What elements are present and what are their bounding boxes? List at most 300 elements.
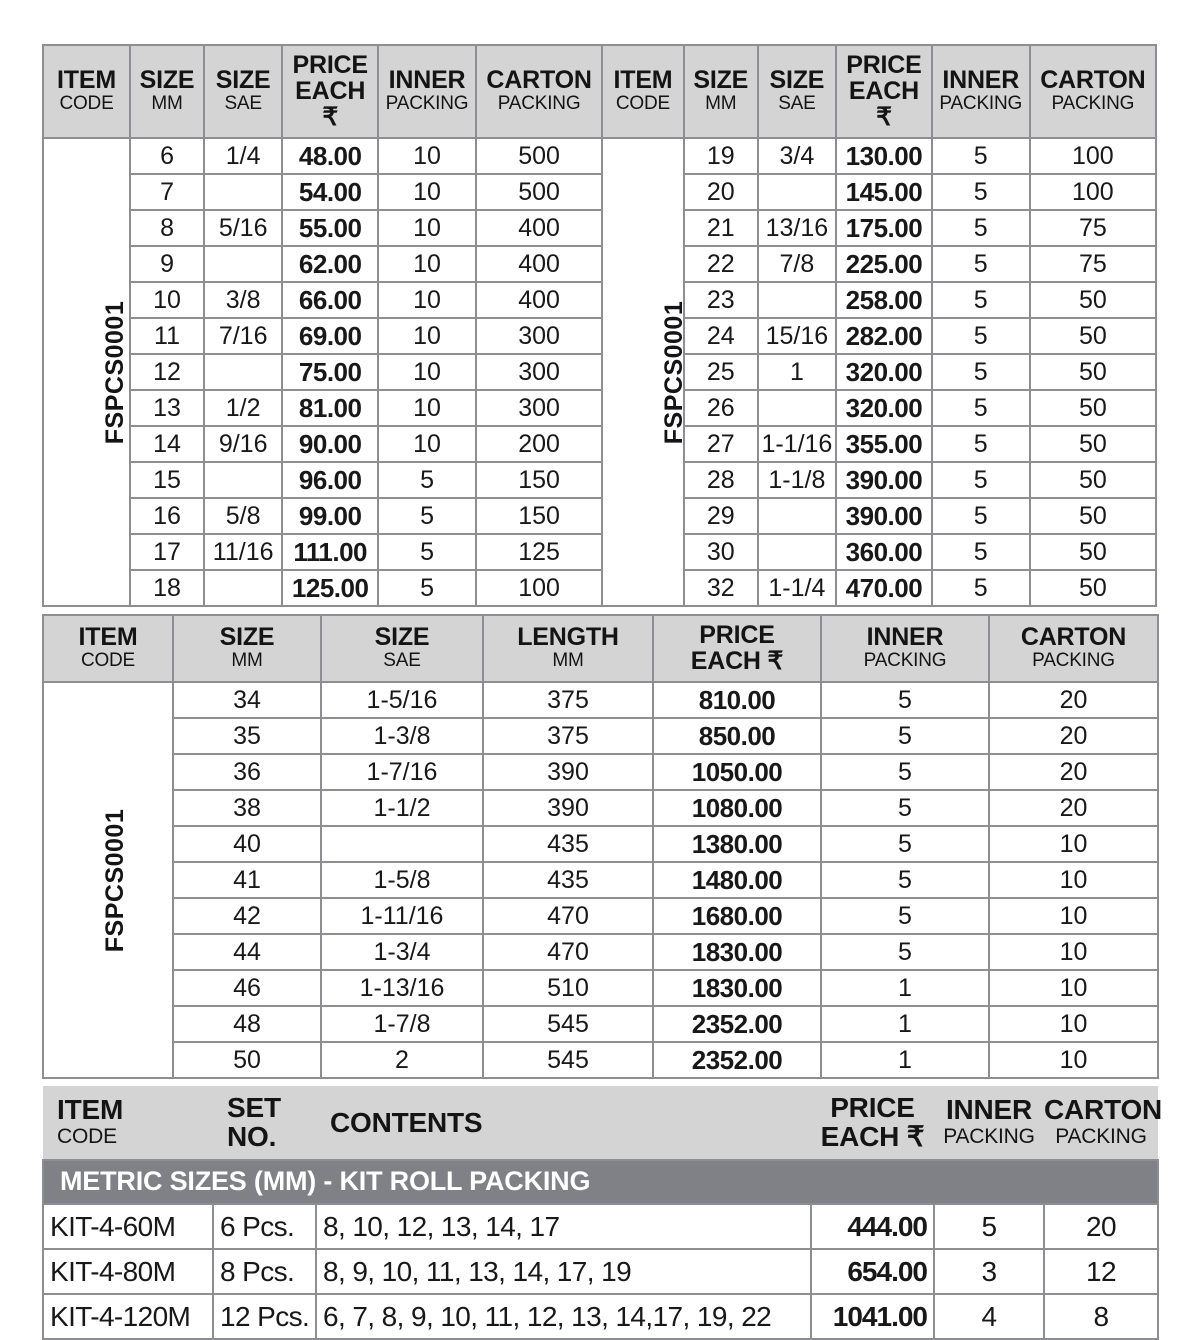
table-row xyxy=(43,246,1156,282)
inner-packing-cell: 5 xyxy=(821,826,989,862)
kit-row xyxy=(43,1204,1158,1249)
size-mm-cell: 10 xyxy=(130,282,204,318)
size-sae-cell: 1-7/16 xyxy=(321,754,483,790)
table-row xyxy=(43,210,1156,246)
header-bottom: SAE xyxy=(224,93,262,115)
kit-set-no-cell: 12 Pcs. xyxy=(213,1294,316,1339)
inner-packing-cell: 5 xyxy=(932,426,1030,462)
header-top: PRICE xyxy=(699,621,775,649)
kit-header-price xyxy=(811,1086,934,1160)
size-sae-cell xyxy=(204,174,282,210)
header-top: LENGTH xyxy=(517,623,619,652)
kit-table xyxy=(42,1086,1163,1340)
inner-packing-cell: 1 xyxy=(821,970,989,1006)
inner-packing-cell: 5 xyxy=(821,790,989,826)
header-top: SET NO. xyxy=(227,1092,281,1153)
size-mm-cell: 9 xyxy=(130,246,204,282)
size-mm-cell: 8 xyxy=(130,210,204,246)
inner-packing-cell: 5 xyxy=(932,498,1030,534)
price-cell: 66.00 xyxy=(282,282,378,318)
size-mm-cell: 16 xyxy=(130,498,204,534)
kit-carton-packing-cell: 12 xyxy=(1044,1249,1158,1294)
inner-packing-cell: 5 xyxy=(821,682,989,718)
header-top: SIZE xyxy=(215,66,271,95)
kit-header-set-no xyxy=(213,1086,316,1160)
header-bottom: PACKING xyxy=(863,650,947,672)
header-bottom: PACKING xyxy=(1051,93,1135,115)
inner-packing-cell: 5 xyxy=(932,318,1030,354)
header-item-code xyxy=(43,615,173,682)
kit-item-code-cell: KIT-4-80M xyxy=(43,1249,213,1294)
size-mm-cell: 11 xyxy=(130,318,204,354)
size-mm-cell: 23 xyxy=(684,282,758,318)
header-bottom: CODE xyxy=(59,93,114,115)
header-top: ITEM xyxy=(57,1094,124,1126)
inner-packing-cell: 10 xyxy=(378,210,476,246)
inner-packing-cell: 10 xyxy=(378,282,476,318)
header-top: INNER xyxy=(945,1094,1033,1126)
size-sae-cell: 1-5/8 xyxy=(321,862,483,898)
kit-item-code-cell: KIT-4-60M xyxy=(43,1204,213,1249)
price-cell: 810.00 xyxy=(653,682,821,718)
size-mm-cell: 7 xyxy=(130,174,204,210)
inner-packing-cell: 5 xyxy=(821,862,989,898)
kit-header-row xyxy=(43,1086,1158,1160)
table-row xyxy=(43,1042,1158,1078)
table-row xyxy=(43,282,1156,318)
size-mm-cell: 19 xyxy=(684,138,758,174)
carton-packing-cell: 20 xyxy=(989,754,1158,790)
size-sae-cell: 1-1/4 xyxy=(758,570,836,606)
header-top: SIZE xyxy=(769,66,825,95)
size-sae-cell: 1 xyxy=(758,354,836,390)
inner-packing-cell: 5 xyxy=(932,282,1030,318)
header-carton-1 xyxy=(476,45,602,138)
kit-carton-packing-cell: 8 xyxy=(1044,1294,1158,1339)
price-cell: 81.00 xyxy=(282,390,378,426)
inner-packing-cell: 10 xyxy=(378,390,476,426)
price-cell: 175.00 xyxy=(836,210,932,246)
header-size-mm-2 xyxy=(684,45,758,138)
price-cell: 1050.00 xyxy=(653,754,821,790)
header-size-mm xyxy=(173,615,321,682)
size-mm-cell: 21 xyxy=(684,210,758,246)
header-bottom: SAE xyxy=(778,93,816,115)
table-row xyxy=(43,390,1156,426)
sizes-table-1 xyxy=(42,44,1157,607)
size-mm-cell: 14 xyxy=(130,426,204,462)
size-sae-cell: 1/4 xyxy=(204,138,282,174)
size-mm-cell: 18 xyxy=(130,570,204,606)
header-bottom: EACH ₹ xyxy=(820,1121,925,1153)
size-sae-cell: 1-3/4 xyxy=(321,934,483,970)
inner-packing-cell: 5 xyxy=(932,534,1030,570)
kit-carton-packing-cell: 20 xyxy=(1044,1204,1158,1249)
carton-packing-cell: 50 xyxy=(1030,534,1156,570)
carton-packing-cell: 10 xyxy=(989,970,1158,1006)
kit-header-contents xyxy=(316,1086,811,1160)
header-bottom: SAE xyxy=(383,650,421,672)
carton-packing-cell: 500 xyxy=(476,138,602,174)
inner-packing-cell: 5 xyxy=(932,354,1030,390)
header-top: PRICE xyxy=(292,51,368,79)
inner-packing-cell: 5 xyxy=(932,246,1030,282)
size-mm-cell: 13 xyxy=(130,390,204,426)
inner-packing-cell: 10 xyxy=(378,138,476,174)
kit-row xyxy=(43,1249,1158,1294)
header-bottom: PACKING xyxy=(1055,1124,1147,1148)
size-mm-cell: 12 xyxy=(130,354,204,390)
size-mm-cell: 36 xyxy=(173,754,321,790)
carton-packing-cell: 20 xyxy=(989,682,1158,718)
header-price-2 xyxy=(836,45,932,138)
carton-packing-cell: 100 xyxy=(476,570,602,606)
kit-item-code-cell: KIT-4-120M xyxy=(43,1294,213,1339)
price-cell: 1480.00 xyxy=(653,862,821,898)
carton-packing-cell: 200 xyxy=(476,426,602,462)
size-sae-cell: 2 xyxy=(321,1042,483,1078)
inner-packing-cell: 5 xyxy=(378,534,476,570)
length-mm-cell: 375 xyxy=(483,718,653,754)
price-cell: 1080.00 xyxy=(653,790,821,826)
carton-packing-cell: 50 xyxy=(1030,570,1156,606)
carton-packing-cell: 75 xyxy=(1030,246,1156,282)
header-top: PRICE xyxy=(830,1092,915,1123)
size-mm-cell: 30 xyxy=(684,534,758,570)
table-row xyxy=(43,754,1158,790)
size-mm-cell: 42 xyxy=(173,898,321,934)
inner-packing-cell: 1 xyxy=(821,1006,989,1042)
header-top: ITEM xyxy=(57,66,116,95)
price-cell: 55.00 xyxy=(282,210,378,246)
inner-packing-cell: 10 xyxy=(378,246,476,282)
item-code-label: FSPCS0001 xyxy=(101,300,130,444)
table-row xyxy=(43,570,1156,606)
table-row xyxy=(43,682,1158,718)
carton-packing-cell: 75 xyxy=(1030,210,1156,246)
size-sae-cell: 7/16 xyxy=(204,318,282,354)
size-sae-cell: 1-1/2 xyxy=(321,790,483,826)
size-sae-cell: 3/4 xyxy=(758,138,836,174)
header-top: INNER xyxy=(866,623,944,652)
carton-packing-cell: 400 xyxy=(476,246,602,282)
carton-packing-cell: 400 xyxy=(476,282,602,318)
kit-contents-cell: 6, 7, 8, 9, 10, 11, 12, 13, 14,17, 19, 22 xyxy=(316,1294,811,1339)
carton-packing-cell: 300 xyxy=(476,354,602,390)
size-mm-cell: 34 xyxy=(173,682,321,718)
inner-packing-cell: 10 xyxy=(378,318,476,354)
kit-price-cell: 654.00 xyxy=(811,1249,934,1294)
header-inner-1 xyxy=(378,45,476,138)
length-mm-cell: 545 xyxy=(483,1042,653,1078)
price-cell: 320.00 xyxy=(836,390,932,426)
size-mm-cell: 44 xyxy=(173,934,321,970)
header-carton-2 xyxy=(1030,45,1156,138)
header-top: INNER xyxy=(942,66,1020,95)
carton-packing-cell: 300 xyxy=(476,390,602,426)
header-top: PRICE xyxy=(846,51,922,79)
carton-packing-cell: 100 xyxy=(1030,138,1156,174)
header-top: SIZE xyxy=(374,623,430,652)
table-row xyxy=(43,354,1156,390)
price-cell: 1680.00 xyxy=(653,898,821,934)
inner-packing-cell: 5 xyxy=(378,498,476,534)
price-cell: 470.00 xyxy=(836,570,932,606)
header-size-sae xyxy=(321,615,483,682)
carton-packing-cell: 10 xyxy=(989,898,1158,934)
size-sae-cell: 1-1/8 xyxy=(758,462,836,498)
carton-packing-cell: 50 xyxy=(1030,498,1156,534)
price-cell: 1380.00 xyxy=(653,826,821,862)
header-bottom: EACH ₹ xyxy=(690,647,784,675)
table-row xyxy=(43,498,1156,534)
inner-packing-cell: 5 xyxy=(821,754,989,790)
size-mm-cell: 15 xyxy=(130,462,204,498)
size-sae-cell: 15/16 xyxy=(758,318,836,354)
header-bottom: PACKING xyxy=(939,93,1023,115)
item-code-cell xyxy=(43,682,173,1078)
size-mm-cell: 6 xyxy=(130,138,204,174)
price-cell: 225.00 xyxy=(836,246,932,282)
price-cell: 355.00 xyxy=(836,426,932,462)
carton-packing-cell: 20 xyxy=(989,718,1158,754)
kit-header-item-code xyxy=(43,1086,213,1160)
header-top: CARTON xyxy=(1044,1094,1163,1126)
size-sae-cell xyxy=(204,462,282,498)
inner-packing-cell: 5 xyxy=(932,138,1030,174)
table-row xyxy=(43,534,1156,570)
carton-packing-cell: 125 xyxy=(476,534,602,570)
price-cell: 360.00 xyxy=(836,534,932,570)
length-mm-cell: 470 xyxy=(483,898,653,934)
header-bottom: PACKING xyxy=(497,93,581,115)
length-mm-cell: 510 xyxy=(483,970,653,1006)
size-sae-cell: 1/2 xyxy=(204,390,282,426)
item-code-cell-right xyxy=(602,138,689,606)
header-price-1 xyxy=(282,45,378,138)
size-sae-cell xyxy=(204,246,282,282)
carton-packing-cell: 50 xyxy=(1030,390,1156,426)
inner-packing-cell: 5 xyxy=(932,570,1030,606)
table-row xyxy=(43,934,1158,970)
kit-inner-packing-cell: 4 xyxy=(934,1294,1044,1339)
price-cell: 850.00 xyxy=(653,718,821,754)
header-top: CARTON xyxy=(1020,623,1127,652)
kit-set-no-cell: 6 Pcs. xyxy=(213,1204,316,1249)
inner-packing-cell: 5 xyxy=(932,210,1030,246)
header-bottom: MM xyxy=(705,93,737,115)
size-sae-cell xyxy=(758,174,836,210)
carton-packing-cell: 10 xyxy=(989,934,1158,970)
header-bottom: EACH ₹ xyxy=(295,77,366,131)
inner-packing-cell: 5 xyxy=(378,570,476,606)
header-price xyxy=(653,615,821,682)
carton-packing-cell: 50 xyxy=(1030,426,1156,462)
price-cell: 320.00 xyxy=(836,354,932,390)
length-mm-cell: 435 xyxy=(483,826,653,862)
price-cell: 2352.00 xyxy=(653,1006,821,1042)
table-row xyxy=(43,462,1156,498)
carton-packing-cell: 20 xyxy=(989,790,1158,826)
size-sae-cell xyxy=(758,390,836,426)
kit-band-row xyxy=(43,1160,1158,1204)
header-size-sae-1 xyxy=(204,45,282,138)
inner-packing-cell: 5 xyxy=(932,462,1030,498)
size-mm-cell: 50 xyxy=(173,1042,321,1078)
carton-packing-cell: 10 xyxy=(989,826,1158,862)
price-cell: 96.00 xyxy=(282,462,378,498)
header-top: SIZE xyxy=(693,66,749,95)
size-mm-cell: 35 xyxy=(173,718,321,754)
price-cell: 111.00 xyxy=(282,534,378,570)
table-row xyxy=(43,718,1158,754)
kit-band-title: METRIC SIZES (MM) - KIT ROLL PACKING xyxy=(43,1160,1158,1204)
carton-packing-cell: 50 xyxy=(1030,318,1156,354)
inner-packing-cell: 10 xyxy=(378,354,476,390)
price-cell: 390.00 xyxy=(836,498,932,534)
size-sae-cell: 5/8 xyxy=(204,498,282,534)
carton-packing-cell: 10 xyxy=(989,1006,1158,1042)
size-mm-cell: 26 xyxy=(684,390,758,426)
header-bottom: CODE xyxy=(615,93,671,115)
header-bottom: MM xyxy=(552,650,584,672)
length-mm-cell: 545 xyxy=(483,1006,653,1042)
kit-inner-packing-cell: 3 xyxy=(934,1249,1044,1294)
carton-packing-cell: 10 xyxy=(989,862,1158,898)
size-sae-cell xyxy=(758,498,836,534)
carton-packing-cell: 100 xyxy=(1030,174,1156,210)
price-cell: 390.00 xyxy=(836,462,932,498)
length-mm-cell: 470 xyxy=(483,934,653,970)
header-length-mm xyxy=(483,615,653,682)
price-cell: 48.00 xyxy=(282,138,378,174)
kit-row xyxy=(43,1294,1158,1339)
header-bottom: PACKING xyxy=(385,93,469,115)
header-size-mm-1 xyxy=(130,45,204,138)
length-mm-cell: 390 xyxy=(483,790,653,826)
price-cell: 282.00 xyxy=(836,318,932,354)
inner-packing-cell: 5 xyxy=(821,898,989,934)
kit-contents-cell: 8, 9, 10, 11, 13, 14, 17, 19 xyxy=(316,1249,811,1294)
inner-packing-cell: 5 xyxy=(821,718,989,754)
price-cell: 2352.00 xyxy=(653,1042,821,1078)
table-row xyxy=(43,826,1158,862)
inner-packing-cell: 1 xyxy=(821,1042,989,1078)
price-cell: 62.00 xyxy=(282,246,378,282)
item-code-label: FSPCS0001 xyxy=(660,300,689,444)
header-inner xyxy=(821,615,989,682)
price-cell: 258.00 xyxy=(836,282,932,318)
header-top: CARTON xyxy=(486,66,592,95)
size-mm-cell: 41 xyxy=(173,862,321,898)
inner-packing-cell: 10 xyxy=(378,426,476,462)
size-sae-cell: 1-5/16 xyxy=(321,682,483,718)
size-sae-cell: 13/16 xyxy=(758,210,836,246)
size-mm-cell: 24 xyxy=(684,318,758,354)
size-sae-cell xyxy=(321,826,483,862)
item-code-cell-left xyxy=(43,138,130,606)
size-mm-cell: 46 xyxy=(173,970,321,1006)
carton-packing-cell: 50 xyxy=(1030,354,1156,390)
table-row xyxy=(43,426,1156,462)
size-sae-cell: 3/8 xyxy=(204,282,282,318)
price-cell: 1830.00 xyxy=(653,970,821,1006)
size-mm-cell: 32 xyxy=(684,570,758,606)
table-row xyxy=(43,970,1158,1006)
size-mm-cell: 20 xyxy=(684,174,758,210)
size-mm-cell: 22 xyxy=(684,246,758,282)
header-carton xyxy=(989,615,1158,682)
price-cell: 125.00 xyxy=(282,570,378,606)
carton-packing-cell: 500 xyxy=(476,174,602,210)
header-bottom: PACKING xyxy=(1032,650,1115,672)
header-bottom: MM xyxy=(151,93,183,115)
price-cell: 99.00 xyxy=(282,498,378,534)
inner-packing-cell: 5 xyxy=(932,390,1030,426)
table-header-row xyxy=(43,615,1158,682)
kit-price-cell: 444.00 xyxy=(811,1204,934,1249)
header-size-sae-2 xyxy=(758,45,836,138)
header-top: CONTENTS xyxy=(330,1106,483,1138)
header-top: SIZE xyxy=(219,623,275,652)
table-row xyxy=(43,138,1156,174)
carton-packing-cell: 150 xyxy=(476,462,602,498)
header-bottom: PACKING xyxy=(943,1124,1035,1148)
carton-packing-cell: 150 xyxy=(476,498,602,534)
length-mm-cell: 435 xyxy=(483,862,653,898)
size-sae-cell: 7/8 xyxy=(758,246,836,282)
carton-packing-cell: 300 xyxy=(476,318,602,354)
size-sae-cell xyxy=(204,570,282,606)
price-cell: 54.00 xyxy=(282,174,378,210)
header-item-code-2 xyxy=(602,45,684,138)
length-mm-cell: 390 xyxy=(483,754,653,790)
length-mm-cell: 375 xyxy=(483,682,653,718)
size-mm-cell: 38 xyxy=(173,790,321,826)
header-top: CARTON xyxy=(1040,66,1146,95)
inner-packing-cell: 5 xyxy=(932,174,1030,210)
table-header-row xyxy=(43,45,1156,138)
size-sae-cell xyxy=(758,534,836,570)
table-row xyxy=(43,174,1156,210)
table-row xyxy=(43,898,1158,934)
size-sae-cell: 1-7/8 xyxy=(321,1006,483,1042)
price-cell: 1830.00 xyxy=(653,934,821,970)
size-sae-cell xyxy=(204,354,282,390)
kit-header-carton xyxy=(1044,1086,1163,1160)
kit-contents-cell: 8, 10, 12, 13, 14, 17 xyxy=(316,1204,811,1249)
size-mm-cell: 40 xyxy=(173,826,321,862)
kit-set-no-cell: 8 Pcs. xyxy=(213,1249,316,1294)
carton-packing-cell: 400 xyxy=(476,210,602,246)
header-item-code-1 xyxy=(43,45,130,138)
table-row xyxy=(43,318,1156,354)
kit-inner-packing-cell: 5 xyxy=(934,1204,1044,1249)
header-top: ITEM xyxy=(78,623,138,652)
header-top: INNER xyxy=(388,66,466,95)
price-cell: 90.00 xyxy=(282,426,378,462)
inner-packing-cell: 5 xyxy=(821,934,989,970)
kit-price-cell: 1041.00 xyxy=(811,1294,934,1339)
price-cell: 75.00 xyxy=(282,354,378,390)
size-mm-cell: 27 xyxy=(684,426,758,462)
table-row xyxy=(43,790,1158,826)
size-mm-cell: 28 xyxy=(684,462,758,498)
header-inner-2 xyxy=(932,45,1030,138)
size-mm-cell: 29 xyxy=(684,498,758,534)
size-sae-cell xyxy=(758,282,836,318)
header-bottom: MM xyxy=(231,650,263,672)
